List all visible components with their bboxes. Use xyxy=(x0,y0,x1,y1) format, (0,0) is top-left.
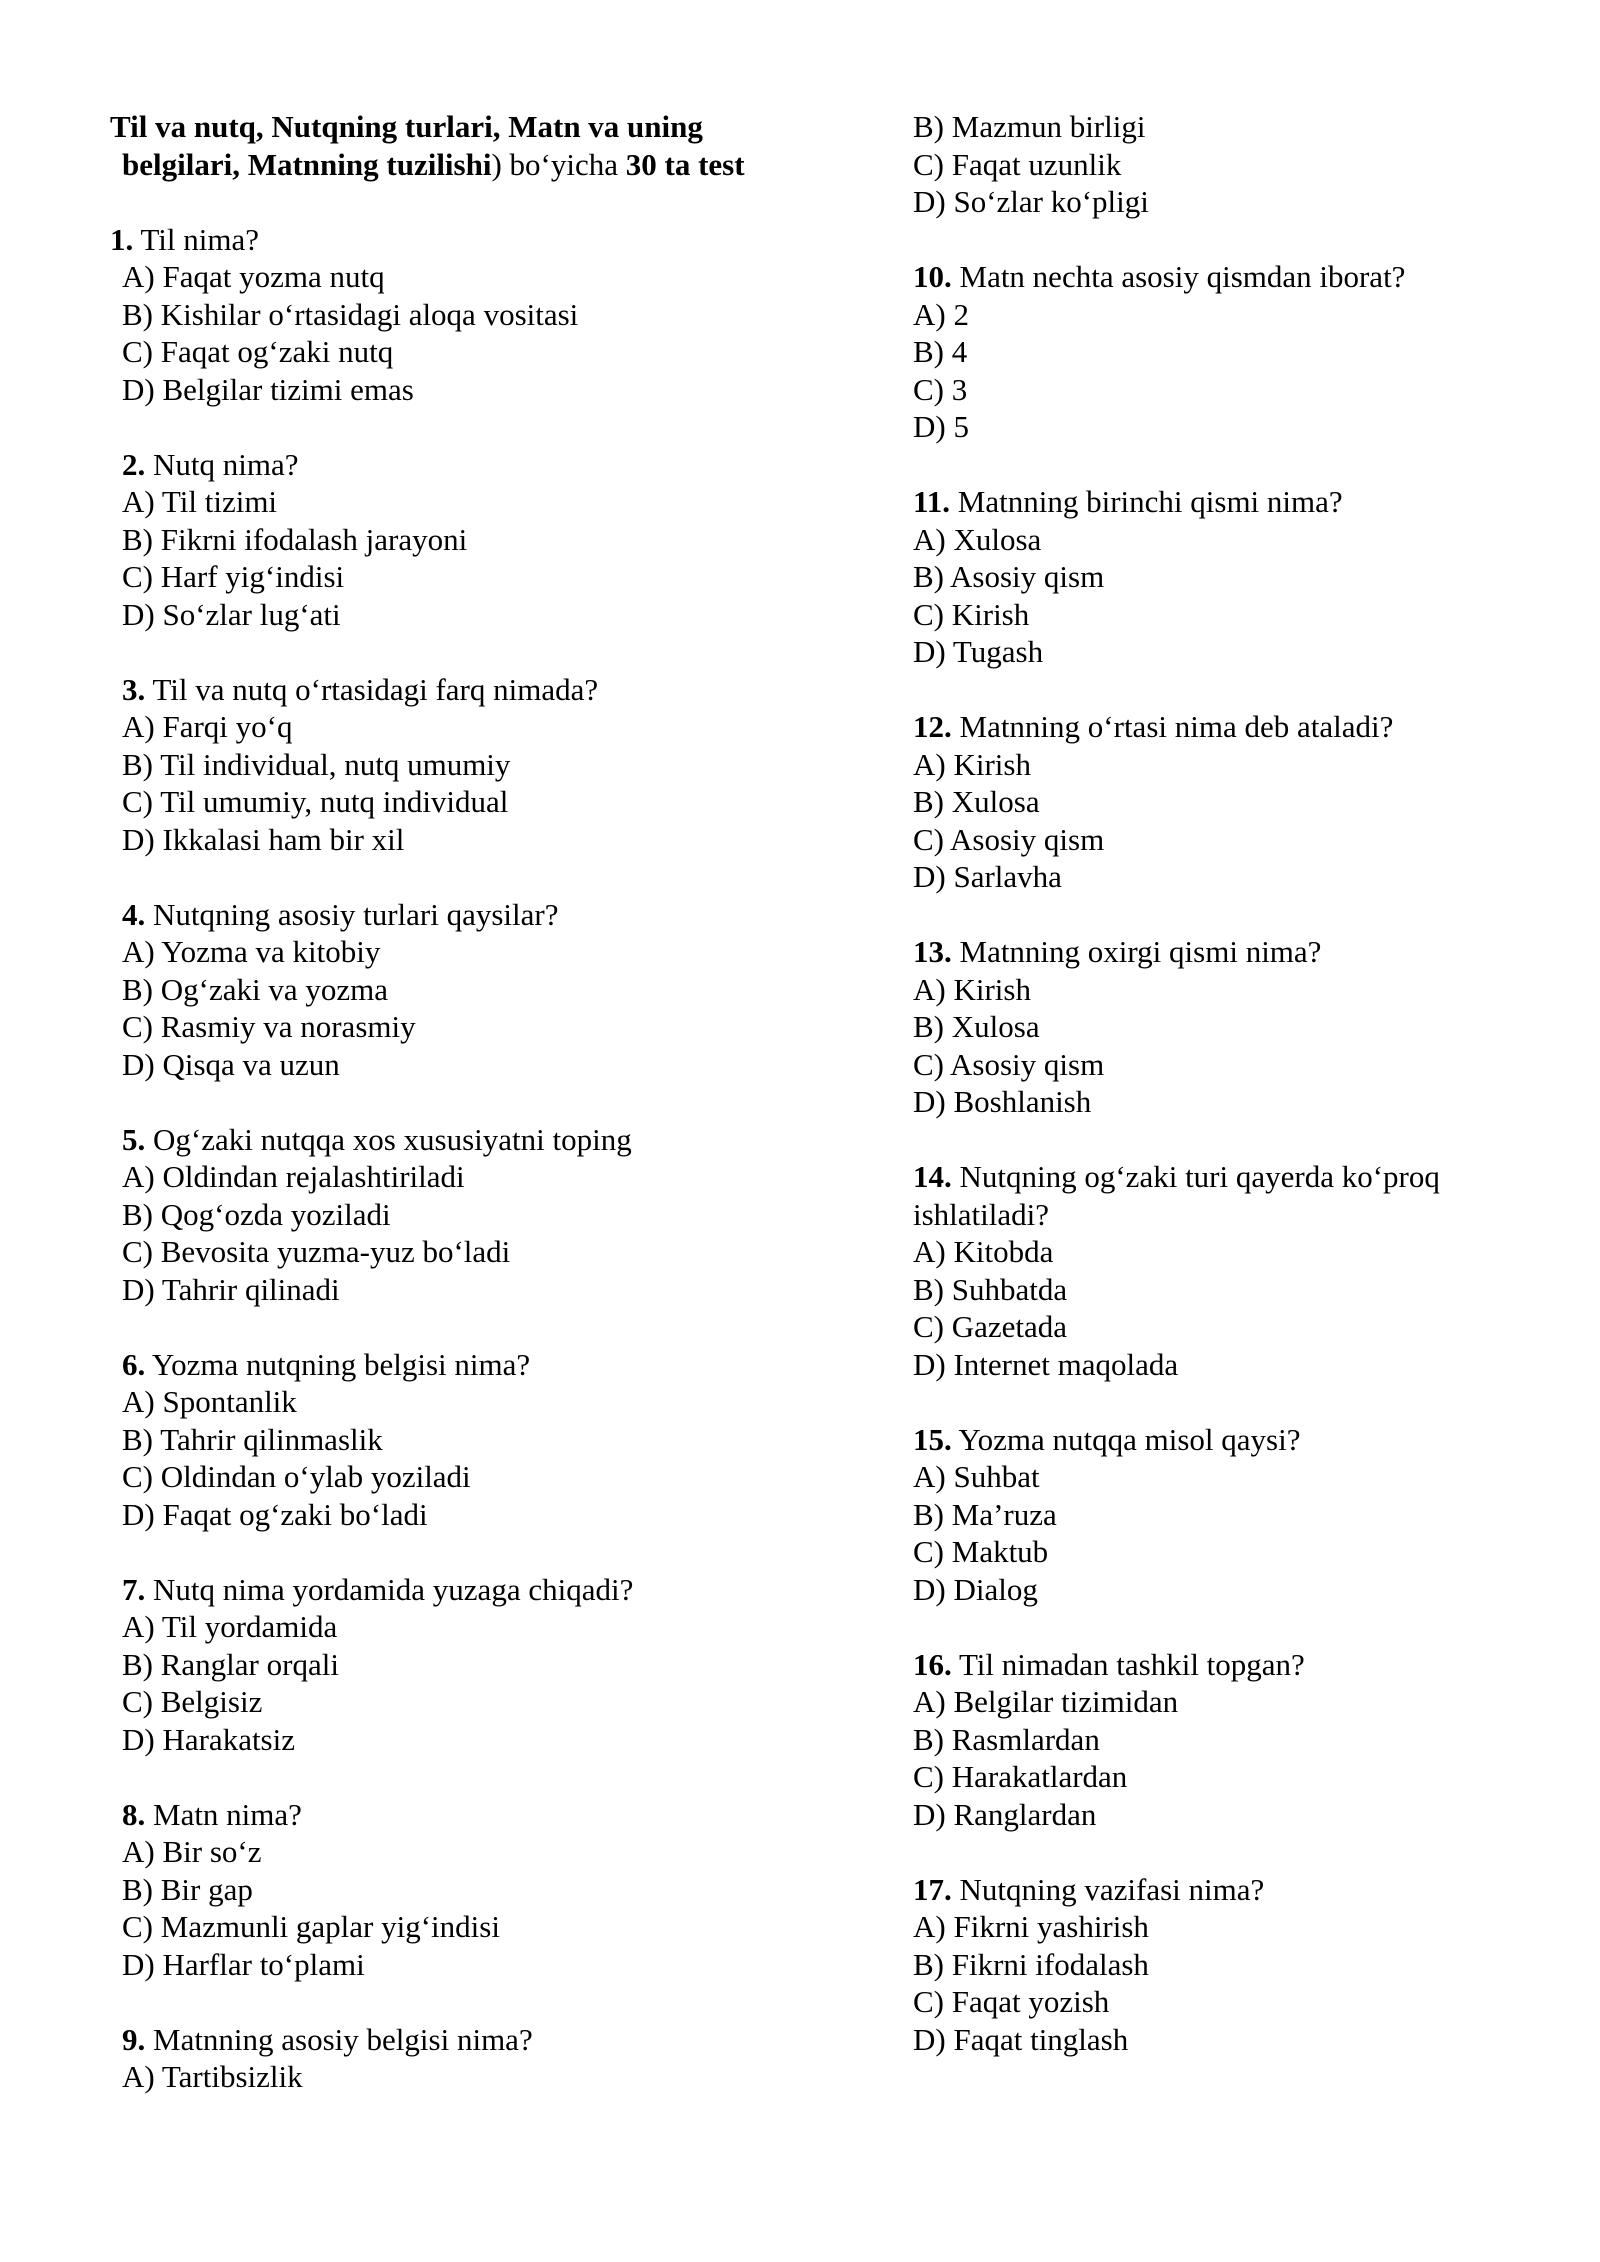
option-b: B) Xulosa xyxy=(913,784,1040,819)
title-test-count: 30 ta test xyxy=(625,146,745,182)
question-prompt: Matnning oxirgi qismi nima? xyxy=(959,934,1322,969)
option-d: D) So‘zlar ko‘pligi xyxy=(913,184,1149,219)
option-c: C) Harakatlardan xyxy=(913,1759,1128,1794)
title-line-2 xyxy=(110,146,880,184)
option-c: C) Faqat yozish xyxy=(913,1984,1110,2019)
option-d: D) Ikkalasi ham bir xil xyxy=(122,821,405,857)
option-a: A) Til tizimi xyxy=(122,484,278,519)
question-number: 4. xyxy=(122,896,146,932)
option-d: D) Sarlavha xyxy=(913,859,1062,894)
question-number: 6. xyxy=(122,1346,146,1382)
title-line-1: Til va nutq, Nutqning turlari, Matn va uning xyxy=(110,109,703,144)
option-d: D) Ranglardan xyxy=(913,1796,1097,1832)
question-prompt: Nutq nima yordamida yuzaga chiqadi? xyxy=(153,1571,634,1607)
question-9 xyxy=(110,2021,880,2096)
question-3 xyxy=(110,671,880,859)
question-number: 12. xyxy=(913,709,952,744)
question-prompt: Nutqning og‘zaki turi qayerda ko‘proq xyxy=(959,1159,1440,1194)
question-number: 8. xyxy=(122,1796,146,1832)
question-prompt: Yozma nutqqa misol qaysi? xyxy=(958,1421,1301,1457)
question-number: 7. xyxy=(122,1571,146,1607)
question-prompt: Yozma nutqning belgisi nima? xyxy=(151,1346,531,1382)
question-number: 17. xyxy=(913,1871,952,1907)
question-text xyxy=(913,1421,1513,1459)
question-number: 16. xyxy=(913,1646,952,1682)
question-text xyxy=(913,258,1513,296)
option-a: A) Kirish xyxy=(913,971,1031,1007)
option-d: D) So‘zlar lug‘ati xyxy=(122,596,341,632)
question-1 xyxy=(110,221,880,409)
question-12 xyxy=(913,708,1513,896)
option-d: D) Qisqa va uzun xyxy=(122,1046,340,1082)
option-a: A) Tartibsizlik xyxy=(122,2059,303,2094)
question-prompt: Matnning asosiy belgisi nima? xyxy=(153,2021,533,2057)
question-prompt: Nutq nima? xyxy=(153,446,299,482)
option-b: B) Ma’ruza xyxy=(913,1496,1057,1532)
option-c: C) Faqat uzunlik xyxy=(913,146,1122,182)
question-text xyxy=(913,1158,1513,1196)
option-d: D) Harakatsiz xyxy=(122,1721,295,1757)
question-text xyxy=(110,671,880,709)
option-c: C) Til umumiy, nutq individual xyxy=(122,784,509,819)
question-prompt: Og‘zaki nutqqa xos xususiyatni toping xyxy=(153,1121,632,1157)
option-c: C) Kirish xyxy=(913,596,1030,632)
option-a: A) Suhbat xyxy=(913,1459,1040,1494)
option-c: C) Belgisiz xyxy=(122,1684,263,1719)
question-prompt: Nutqning asosiy turlari qaysilar? xyxy=(153,896,559,932)
question-number: 13. xyxy=(913,934,952,969)
option-d: D) Boshlanish xyxy=(913,1084,1092,1119)
option-d: D) Tugash xyxy=(913,634,1044,669)
option-a: A) Yozma va kitobiy xyxy=(122,934,381,969)
option-d: D) Tahrir qilinadi xyxy=(122,1271,340,1307)
question-text xyxy=(110,446,880,484)
option-d: D) Dialog xyxy=(913,1571,1038,1607)
option-c: C) Rasmiy va norasmiy xyxy=(122,1009,416,1044)
option-b: B) Asosiy qism xyxy=(913,559,1105,594)
question-number: 2. xyxy=(122,446,146,482)
document-title xyxy=(110,108,880,183)
option-b: B) Xulosa xyxy=(913,1009,1040,1044)
question-text xyxy=(913,708,1513,746)
option-d: D) Faqat og‘zaki bo‘ladi xyxy=(122,1496,428,1532)
option-a: A) Farqi yo‘q xyxy=(122,709,293,744)
option-c: C) Maktub xyxy=(913,1534,1049,1569)
question-text xyxy=(913,483,1513,521)
option-c: C) Bevosita yuzma-yuz bo‘ladi xyxy=(122,1234,511,1269)
option-a: A) Xulosa xyxy=(913,521,1042,557)
option-b: B) Fikrni ifodalash jarayoni xyxy=(122,521,468,557)
option-b: B) Bir gap xyxy=(122,1871,253,1907)
option-d: D) Faqat tinglash xyxy=(913,2021,1129,2057)
question-text xyxy=(913,1646,1513,1684)
question-text xyxy=(913,1871,1513,1909)
option-b: B) Fikrni ifodalash xyxy=(913,1946,1149,1982)
question-prompt: Til nimadan tashkil topgan? xyxy=(958,1646,1305,1682)
question-number: 3. xyxy=(122,671,146,707)
right-column xyxy=(913,108,1513,2058)
option-c: C) Faqat og‘zaki nutq xyxy=(122,334,394,369)
option-a: A) Kitobda xyxy=(913,1234,1054,1269)
question-text xyxy=(110,221,880,259)
question-number: 11. xyxy=(913,484,951,519)
option-a: A) Til yordamida xyxy=(122,1609,338,1644)
option-a: A) 2 xyxy=(913,296,969,332)
option-a: A) Belgilar tizimidan xyxy=(913,1684,1179,1719)
question-7 xyxy=(110,1571,880,1759)
question-prompt: Nutqning vazifasi nima? xyxy=(959,1871,1265,1907)
question-prompt: Matnning birinchi qismi nima? xyxy=(957,484,1343,519)
option-a: A) Oldindan rejalashtiriladi xyxy=(122,1159,465,1194)
question-15 xyxy=(913,1421,1513,1609)
option-a: A) Spontanlik xyxy=(122,1384,297,1419)
question-17 xyxy=(913,1871,1513,2059)
option-b: B) Tahrir qilinmaslik xyxy=(122,1421,383,1457)
option-b: B) Rasmlardan xyxy=(913,1721,1100,1757)
question-2 xyxy=(110,446,880,634)
question-6 xyxy=(110,1346,880,1534)
option-b: B) Og‘zaki va yozma xyxy=(122,971,388,1007)
question-prompt: Til va nutq o‘rtasidagi farq nimada? xyxy=(152,671,599,707)
option-a: A) Kirish xyxy=(913,746,1031,782)
option-b: B) 4 xyxy=(913,334,968,369)
title-connector: ) bo‘yicha xyxy=(491,146,626,182)
option-b: B) Til individual, nutq umumiy xyxy=(122,746,511,782)
title-topics: belgilari, Matnning tuzilishi xyxy=(122,146,492,182)
option-d: D) Internet maqolada xyxy=(913,1346,1179,1382)
question-number: 1. xyxy=(110,221,134,257)
question-number: 5. xyxy=(122,1121,146,1157)
question-text xyxy=(913,933,1513,971)
option-c: C) Harf yig‘indisi xyxy=(122,559,345,594)
question-number: 15. xyxy=(913,1421,952,1457)
option-c: C) Asosiy qism xyxy=(913,1046,1105,1082)
question-16 xyxy=(913,1646,1513,1834)
option-c: C) Asosiy qism xyxy=(913,821,1105,857)
question-11 xyxy=(913,483,1513,671)
question-text xyxy=(110,1796,880,1834)
question-text-continued: ishlatiladi? xyxy=(913,1196,1050,1232)
question-13 xyxy=(913,933,1513,1121)
option-b: B) Ranglar orqali xyxy=(122,1646,339,1682)
option-c: C) Oldindan o‘ylab yoziladi xyxy=(122,1459,471,1494)
option-d: D) Harflar to‘plami xyxy=(122,1946,365,1982)
question-text xyxy=(110,1571,880,1609)
question-14 xyxy=(913,1158,1513,1383)
question-10 xyxy=(913,258,1513,446)
question-4 xyxy=(110,896,880,1084)
question-text xyxy=(110,1346,880,1384)
option-c: C) Gazetada xyxy=(913,1309,1068,1344)
question-5 xyxy=(110,1121,880,1309)
option-d: D) Belgilar tizimi emas xyxy=(122,371,414,407)
option-c: C) Mazmunli gaplar yig‘indisi xyxy=(122,1909,500,1944)
question-9-continued xyxy=(913,108,1513,221)
option-b: B) Suhbatda xyxy=(913,1271,1068,1307)
left-column xyxy=(110,108,880,2096)
question-text xyxy=(110,896,880,934)
option-b: B) Mazmun birligi xyxy=(913,109,1146,144)
question-prompt: Matnning o‘rtasi nima deb ataladi? xyxy=(959,709,1394,744)
option-a: A) Fikrni yashirish xyxy=(913,1909,1149,1944)
option-a: A) Faqat yozma nutq xyxy=(122,259,385,294)
question-prompt: Til nima? xyxy=(140,221,260,257)
question-prompt: Matn nechta asosiy qismdan iborat? xyxy=(959,259,1406,294)
option-d: D) 5 xyxy=(913,409,969,444)
question-text xyxy=(110,1121,880,1159)
question-text xyxy=(110,2021,880,2059)
option-c: C) 3 xyxy=(913,371,968,407)
question-number: 10. xyxy=(913,259,952,294)
option-b: B) Qog‘ozda yoziladi xyxy=(122,1196,391,1232)
question-prompt: Matn nima? xyxy=(153,1796,302,1832)
option-a: A) Bir so‘z xyxy=(122,1834,262,1869)
question-8 xyxy=(110,1796,880,1984)
question-number: 9. xyxy=(122,2021,146,2057)
option-b: B) Kishilar o‘rtasidagi aloqa vositasi xyxy=(122,296,579,332)
question-number: 14. xyxy=(913,1159,952,1194)
